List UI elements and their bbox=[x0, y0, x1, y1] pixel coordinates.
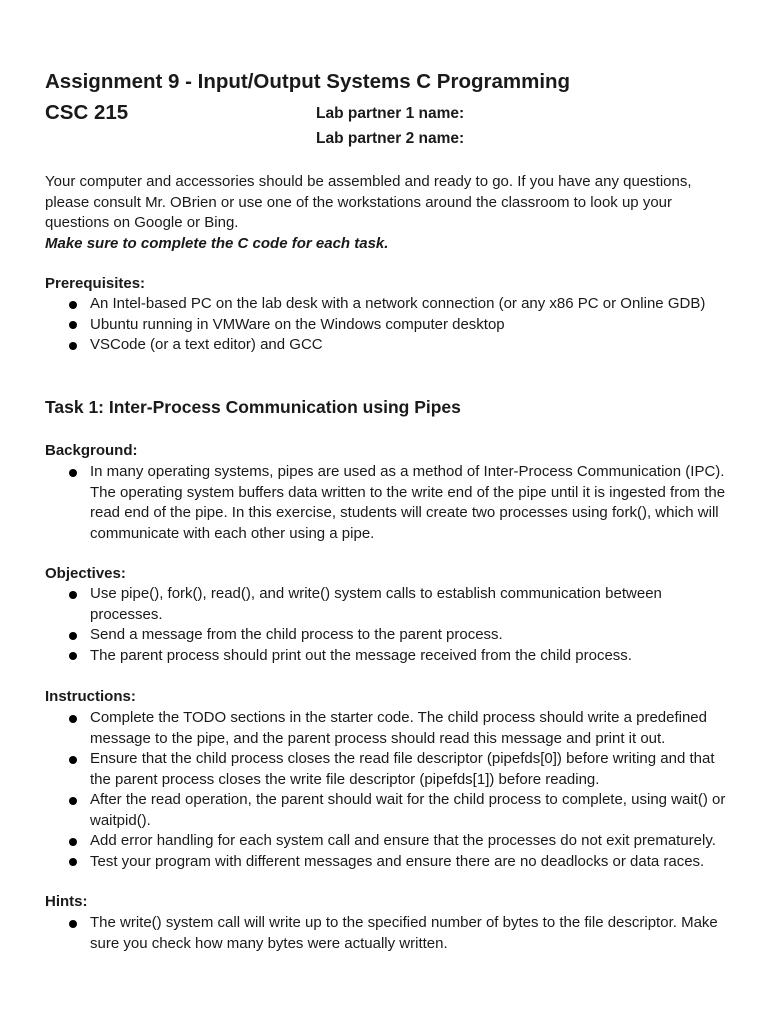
background-heading: Background: bbox=[45, 442, 138, 459]
list-item: Add error handling for each system call and ensure that the processes do not exit prematurely. bbox=[45, 831, 735, 852]
list-item: Ubuntu running in VMWare on the Windows computer desktop bbox=[45, 315, 735, 336]
list-item: In many operating systems, pipes are used as a method of Inter-Process Communication (IPC). The operating system buffers data written to the write end of the pipe until it is ingested from the read end of the pipe. In this exercise, students will create two processes using fork(), which will communicate with each other using a pipe. bbox=[45, 462, 735, 544]
objectives-heading: Objectives: bbox=[45, 565, 126, 582]
objectives-list bbox=[45, 584, 735, 666]
list-item: After the read operation, the parent should wait for the child process to complete, using wait() or waitpid(). bbox=[45, 790, 735, 831]
list-item: Use pipe(), fork(), read(), and write() system calls to establish communication between processes. bbox=[45, 584, 735, 625]
instructions-heading: Instructions: bbox=[45, 688, 136, 705]
list-item: The write() system call will write up to the specified number of bytes to the file descriptor. Make sure you check how many bytes were actually written. bbox=[45, 913, 735, 954]
intro-paragraph: Your computer and accessories should be assembled and ready to go. If you have any questions, please consult Mr. OBrien or use one of the workstations around the classroom to look up your questions on Google or Bing. bbox=[45, 173, 692, 231]
intro-emphasis: Make sure to complete the C code for each task. bbox=[45, 234, 389, 252]
list-item: VSCode (or a text editor) and GCC bbox=[45, 335, 735, 356]
assignment-title: Assignment 9 - Input/Output Systems C Programming bbox=[45, 70, 571, 93]
list-item: Complete the TODO sections in the starter code. The child process should write a predefined message to the pipe, and the parent process should read this message and print it out. bbox=[45, 708, 735, 749]
task-1-title: Task 1: Inter-Process Communication using Pipes bbox=[45, 397, 461, 417]
background-list bbox=[45, 462, 735, 544]
hints-list bbox=[45, 913, 735, 954]
list-item: Ensure that the child process closes the read file descriptor (pipefds[0]) before writing and that the parent process closes the write file descriptor (pipefds[1]) before reading. bbox=[45, 749, 735, 790]
list-item: The parent process should print out the message received from the child process. bbox=[45, 646, 735, 667]
hints-heading: Hints: bbox=[45, 893, 88, 910]
prerequisites-list bbox=[45, 294, 735, 356]
prerequisites-heading: Prerequisites: bbox=[45, 275, 146, 292]
list-item: An Intel-based PC on the lab desk with a network connection (or any x86 PC or Online GDB) bbox=[45, 294, 735, 315]
intro-section bbox=[45, 172, 735, 254]
lab-partner-1-label: Lab partner 1 name: bbox=[316, 105, 465, 122]
list-item: Send a message from the child process to the parent process. bbox=[45, 625, 735, 646]
course-code: CSC 215 bbox=[45, 101, 129, 124]
instructions-list bbox=[45, 708, 735, 872]
list-item: Test your program with different messages and ensure there are no deadlocks or data races. bbox=[45, 852, 735, 873]
lab-partner-2-label: Lab partner 2 name: bbox=[316, 130, 465, 147]
